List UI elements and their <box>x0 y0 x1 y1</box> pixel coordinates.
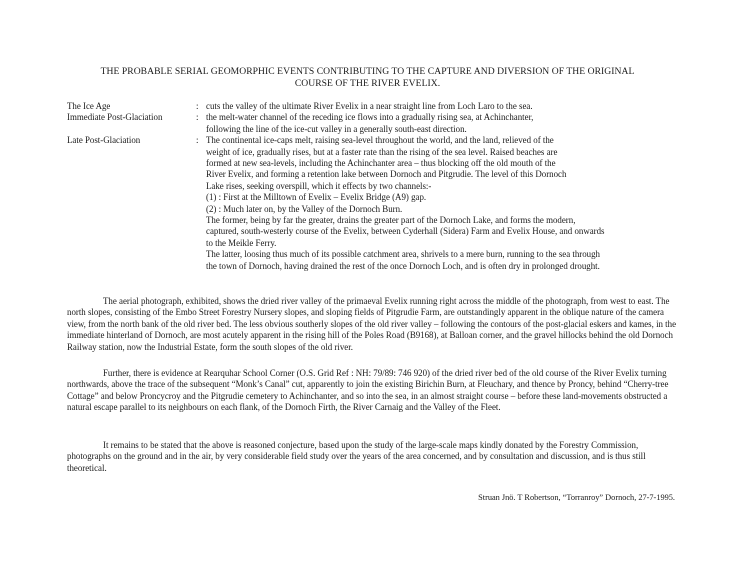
event-line: River Evelix, and forming a retention lake between Dornoch and Pitgrudie. The level of this Dornoch <box>206 169 567 180</box>
event-label: Late Post-Glaciation <box>67 135 141 146</box>
event-immediate-post-glaciation <box>67 112 677 135</box>
document-title <box>60 66 675 90</box>
event-line: to the Meikle Ferry. <box>206 237 277 248</box>
event-line: The latter, loosing thus much of its possible catchment area, shrivels to a mere burn, running to the sea through <box>206 249 600 260</box>
event-line: Lake rises, seeking overspill, which it effects by two channels:- <box>206 180 432 191</box>
paragraph-conclusion: It remains to be stated that the above is reasoned conjecture, based upon the study of the large-scale maps kindly donated by the Forestry Commission, photographs on the ground and in the air, by very considerable field study over the years of the area concerned, and by consultation and discussion, and is thus still theoretical. <box>67 440 646 473</box>
title-line-2: COURSE OF THE RIVER EVELIX. <box>294 78 441 89</box>
event-line: weight of ice, gradually rises, but at a faster rate than the rising of the sea level. Raised beaches are <box>206 146 558 157</box>
event-line: formed at new sea-levels, including the Achinchanter area – thus blocking off the old mouth of the <box>206 158 556 169</box>
paragraph-rearquhar-evidence: Further, there is evidence at Rearquhar School Corner (O.S. Grid Ref : NH: 79/89: 746 920) of the dried river bed of the old course of the River Evelix turning northwards, above the trace of the subsequent “Monk’s Canal” cut, apparently to join the existing Birichin Burn, at Fleuchary, and thence by Proncy, behind “Cherry-tree Cottage” and below Proncycroy and the Pitgrudie cemetery to Achinchanter, and so into the sea, in an almost straight course – before these land-movements obstructed a natural escape parallel to its neighbours on each flank, of the Dornoch Firth, the River Carnaig and the Valley of the Fleet. <box>67 368 669 413</box>
event-colon: : <box>196 101 199 111</box>
event-description <box>206 101 677 112</box>
event-line: cuts the valley of the ultimate River Evelix in a near straight line from Loch Laro to the sea. <box>206 101 533 111</box>
event-description <box>206 112 677 135</box>
event-line: following the line of the ice-cut valley in a generally south-east direction. <box>206 123 467 134</box>
signature: Struan Jnö. T Robertson, “Torranroy” Dornoch, 27-7-1995. <box>478 493 675 502</box>
event-list-item: (2) : Much later on, by the Valley of the Dornoch Burn. <box>206 203 403 214</box>
event-line: the melt-water channel of the receding ice flows into a gradually rising sea, at Achinchanter, <box>206 112 534 123</box>
event-description <box>206 135 677 272</box>
event-line: captured, south-westerly course of the Evelix, between Cyderhall (Sidera) Farm and Evelix House, and onwards <box>206 226 605 237</box>
events-list <box>67 101 677 272</box>
event-colon: : <box>196 135 199 146</box>
paragraph-aerial-photograph: The aerial photograph, exhibited, shows the dried river valley of the primaeval Evelix running right across the middle of the photograph, from west to east. The north slopes, consisting of the Embo Street Forestry Nursery slopes, and sloping fields of Pitgrudie Farm, are outstandingly apparent in the oblique nature of the camera view, from the north bank of the old river bed. The less obvious southerly slopes of the old river valley – following the contours of the post-glacial eskers and kames, in the immediate hinterland of Dornoch, are most acutely apparent in the rising hill of the Poles Road (B9168), at Balloan corner, and the gravel hillocks behind the old Dornoch Railway station, now the Industrial Estate, form the south slopes of the old river. <box>67 296 677 352</box>
event-label: Immediate Post-Glaciation <box>67 112 163 123</box>
event-line: The former, being by far the greater, drains the greater part of the Dornoch Lake, and forms the modern, <box>206 215 576 226</box>
title-line-1: THE PROBABLE SERIAL GEOMORPHIC EVENTS CONTRIBUTING TO THE CAPTURE AND DIVERSION OF THE ORIGINAL <box>100 66 635 77</box>
event-line: The continental ice-caps melt, raising sea-level throughout the world, and the land, relieved of the <box>206 135 554 146</box>
event-ice-age <box>67 101 677 112</box>
event-colon: : <box>196 112 199 123</box>
event-label: The Ice Age <box>67 101 111 111</box>
event-list-item: (1) : First at the Milltown of Evelix – Evelix Bridge (A9) gap. <box>206 192 427 203</box>
event-line: the town of Dornoch, having drained the rest of the once Dornoch Loch, and is often dry in prolonged drought. <box>206 260 600 271</box>
event-late-post-glaciation <box>67 135 677 272</box>
